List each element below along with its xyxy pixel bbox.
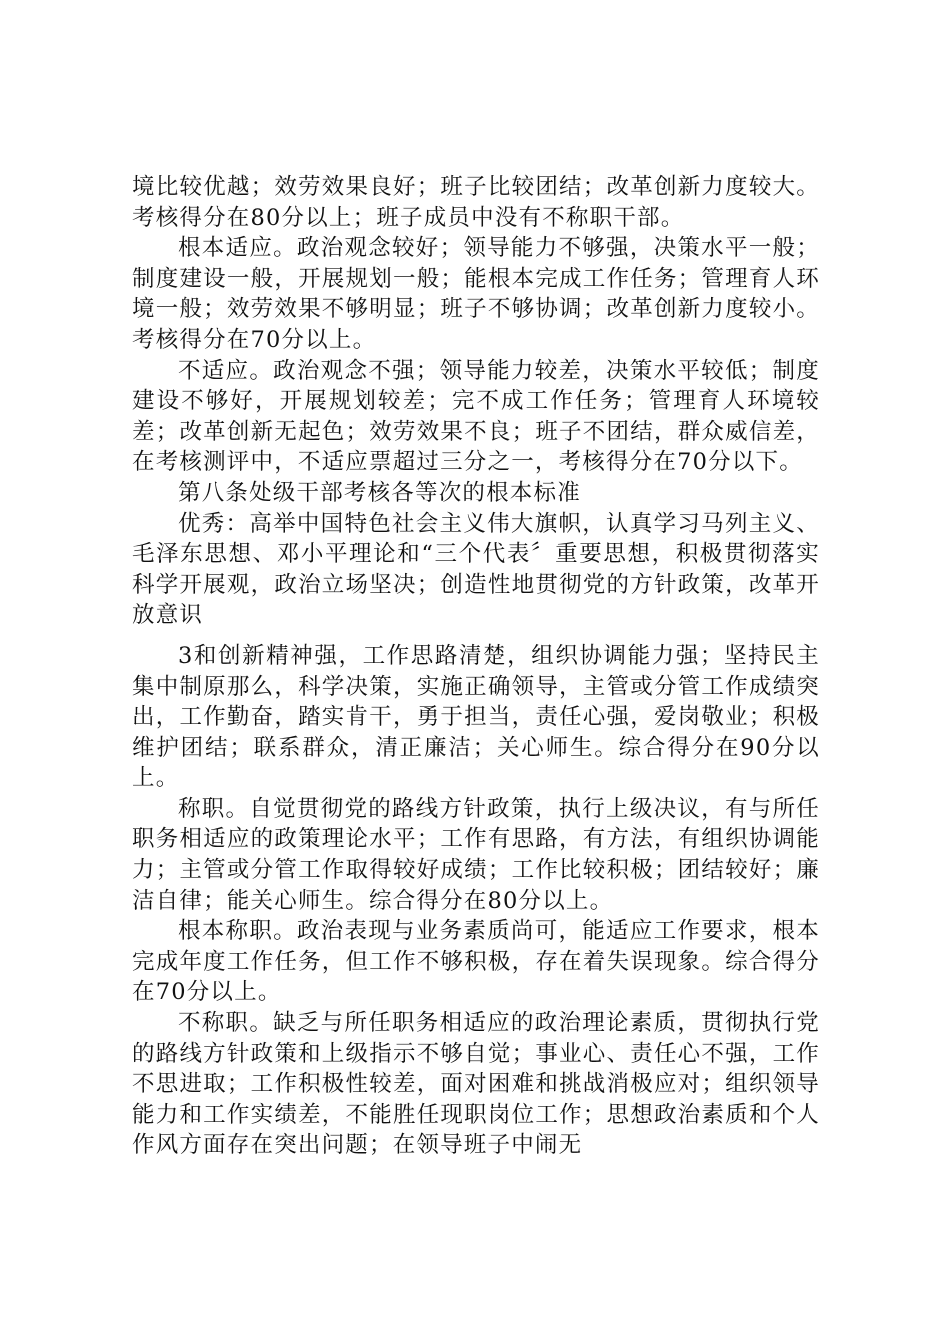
paragraph-basic-adapt: 根本适应。政治观念较好；领导能力不够强，决策水平一般；制度建设一般，开展规划一般；能根本完成工作任务；管理育人环境一般；效劳效果不够明显；班子不够协调；改革创新力度较小。考核得分在70分以上。 — [132, 235, 820, 353]
paragraph-not-adapt: 不适应。政治观念不强；领导能力较差，决策水平较低；制度建设不够好，开展规划较差；完不成工作任务；管理育人环境较差；改革创新无起色；效劳效果不良；班子不团结，群众威信差，在考核测评中，不适应票超过三分之一，考核得分在70分以下。 — [132, 357, 820, 476]
document-page — [132, 172, 820, 1161]
paragraph-incompetent: 不称职。缺乏与所任职务相适应的政治理论素质，贯彻执行党的路线方针政策和上级指示不够自觉；事业心、责任心不强，工作不思进取；工作积极性较差，面对困难和挑战消极应对；组织领导能力和工作实绩差，不能胜任现职岗位工作；思想政治素质和个人作风方面存在突出问题；在领导班子中闹无 — [132, 1010, 820, 1159]
section-heading-article-8: 第八条处级干部考核各等次的根本标准 — [178, 479, 581, 506]
paragraph-continuation: 境比较优越；效劳效果良好；班子比较团结；改革创新力度较大。考核得分在80分以上；班子成员中没有不称职干部。 — [132, 174, 820, 231]
paragraph-competent: 称职。自觉贯彻党的路线方针政策，执行上级决议，有与所任职务相适应的政策理论水平；工作有思路，有方法，有组织协调能力；主管或分管工作取得较好成绩；工作比较积极；团结较好；廉洁自律；能关心师生。综合得分在80分以上。 — [132, 795, 820, 914]
paragraph-excellent-continued: 3和创新精神强，工作思路清楚，组织协调能力强；坚持民主集中制原那么，科学决策，实施正确领导，主管或分管工作成绩突出，工作勤奋，踏实肯干，勇于担当，责任心强，爱岗敬业；积极维护团结；联系群众，清正廉洁；关心师生。综合得分在90分以上。 — [132, 642, 820, 792]
paragraph-basically-competent: 根本称职。政治表现与业务素质尚可，能适应工作要求，根本完成年度工作任务，但工作不够积极，存在着失误现象。综合得分在70分以上。 — [132, 918, 820, 1006]
paragraph-excellent: 优秀：高举中国特色社会主义伟大旗帜，认真学习马列主义、毛泽东思想、邓小平理论和“三个代表〞重要思想，积极贯彻落实科学开展观，政治立场坚决；创造性地贯彻党的方针政策，改革开放意识 — [132, 510, 820, 629]
